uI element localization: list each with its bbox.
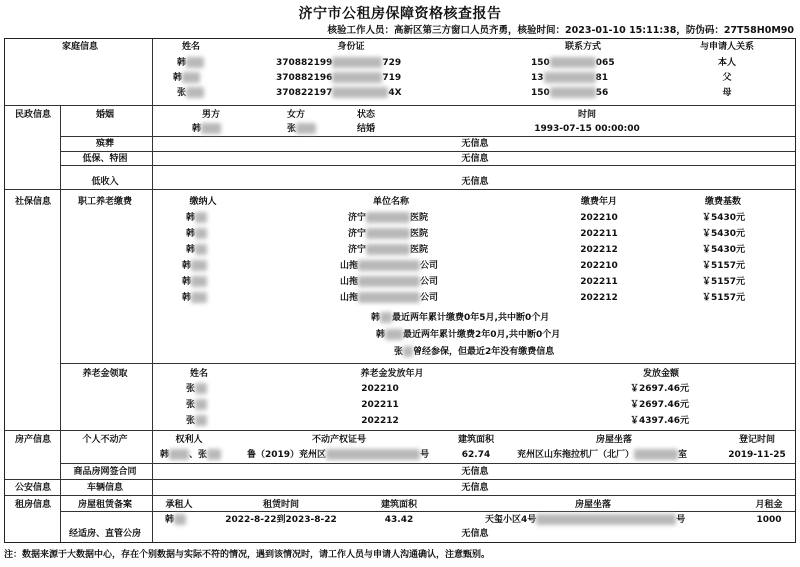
pension-summary: 张 曾经参保，但最近2年没有缴费信息 <box>394 347 555 357</box>
pension-row-base: ￥5430元 <box>701 245 745 255</box>
property-contract-value: 无信息 <box>461 467 489 477</box>
divider <box>5 495 795 496</box>
family-row-name: 韩 <box>177 57 204 69</box>
pension-row-month: 202212 <box>580 245 618 255</box>
property-date: 2019-11-25 <box>728 450 786 460</box>
pension-row-month: 202211 <box>580 277 618 287</box>
pension-row-unit: 山拖 公司 <box>340 277 439 287</box>
lease-col-area: 建筑面积 <box>380 500 418 510</box>
family-row-relation: 本人 <box>717 58 737 68</box>
pension-row-base: ￥5157元 <box>701 277 745 287</box>
pension-col-month: 缴费年月 <box>580 197 618 207</box>
section-police: 公安信息 <box>14 483 52 493</box>
civil-lowincome-value: 无信息 <box>461 177 489 187</box>
property-location: 兖州区山东拖拉机厂（北厂） 室 <box>517 450 688 460</box>
civil-marriage-label: 婚姻 <box>95 110 115 120</box>
pension-row-unit: 山拖 公司 <box>340 261 439 271</box>
property-col-cert: 不动产权证号 <box>311 435 367 445</box>
family-row-phone: 150 065 <box>531 58 615 68</box>
rental-lease-label: 房屋租赁备案 <box>77 500 133 510</box>
property-col-location: 房屋坐落 <box>595 435 633 445</box>
receive-row-month: 202212 <box>361 416 399 426</box>
lease-col-tenant: 承租人 <box>165 500 193 510</box>
family-row-phone: 13 81 <box>531 73 609 83</box>
family-row-name: 韩 <box>173 72 200 84</box>
receive-row-name: 张 <box>186 383 207 395</box>
lease-tenant: 韩 <box>165 514 186 526</box>
section-property: 房产信息 <box>14 435 52 445</box>
family-col-relation: 与申请人关系 <box>699 42 755 52</box>
lease-area: 43.42 <box>384 515 414 525</box>
pension-col-unit: 单位名称 <box>372 197 410 207</box>
marriage-col-woman: 女方 <box>286 110 306 120</box>
pension-row-payer: 韩 <box>182 276 207 288</box>
family-row-relation: 母 <box>722 88 732 98</box>
marriage-col-man: 男方 <box>201 110 221 120</box>
pension-row-unit: 济宁 医院 <box>348 245 429 255</box>
property-owners: 韩 、张 <box>160 449 221 461</box>
divider <box>5 189 795 190</box>
section-family: 家庭信息 <box>61 42 99 52</box>
pension-row-payer: 韩 <box>186 212 207 224</box>
civil-funeral-label: 殡葬 <box>95 139 115 149</box>
family-col-id: 身份证 <box>337 42 365 52</box>
section-rental: 租房信息 <box>14 500 52 510</box>
receive-row-month: 202210 <box>361 384 399 394</box>
property-contract-label: 商品房网签合同 <box>73 467 137 477</box>
pension-row-base: ￥5430元 <box>701 213 745 223</box>
lease-col-rent: 月租金 <box>755 500 783 510</box>
family-row-id: 370882199 729 <box>276 58 402 68</box>
receive-row-amount: ￥4397.46元 <box>630 416 689 426</box>
property-col-owner: 权利人 <box>175 435 203 445</box>
receive-row-name: 张 <box>186 399 207 411</box>
report-table <box>4 38 796 543</box>
marriage-time: 1993-07-15 00:00:00 <box>534 124 640 134</box>
civil-dibao-label: 低保、特困 <box>82 154 128 164</box>
divider <box>5 479 795 480</box>
divider <box>5 430 795 431</box>
property-col-date: 登记时间 <box>738 435 776 445</box>
property-area: 62.74 <box>461 450 491 460</box>
property-cert: 鲁（2019）兖州区 号 <box>247 450 430 460</box>
pension-row-unit: 山拖 公司 <box>340 293 439 303</box>
receive-row-amount: ￥2697.46元 <box>630 400 689 410</box>
receive-col-month: 养老金发放年月 <box>360 369 424 379</box>
pension-row-month: 202210 <box>580 213 618 223</box>
section-social: 社保信息 <box>14 197 52 207</box>
pension-row-unit: 济宁 医院 <box>348 229 429 239</box>
pension-col-base: 缴费基数 <box>704 197 742 207</box>
rental-public-label: 经适房、直管公房 <box>68 529 142 539</box>
civil-funeral-value: 无信息 <box>461 139 489 149</box>
pension-row-base: ￥5157元 <box>701 261 745 271</box>
pension-receive-label: 养老金领取 <box>82 369 128 379</box>
receive-row-month: 202211 <box>361 400 399 410</box>
family-col-phone: 联系方式 <box>564 42 602 52</box>
civil-dibao-value: 无信息 <box>461 154 489 164</box>
civil-lowincome-label: 低收入 <box>91 177 119 187</box>
lease-period: 2022-8-22到2023-8-22 <box>225 515 337 525</box>
pension-row-month: 202210 <box>580 261 618 271</box>
family-row-name: 张 <box>177 87 204 99</box>
pension-row-payer: 韩 <box>182 260 207 272</box>
receive-row-name: 张 <box>186 415 207 427</box>
divider <box>5 105 795 106</box>
lease-col-period: 租赁时间 <box>262 500 300 510</box>
marriage-woman: 张 <box>287 123 316 135</box>
section-civil: 民政信息 <box>14 110 52 120</box>
family-col-name: 姓名 <box>181 42 201 52</box>
family-row-relation: 父 <box>722 73 732 83</box>
pension-row-payer: 韩 <box>186 244 207 256</box>
pension-row-payer: 韩 <box>186 228 207 240</box>
family-row-id: 370822197 4X <box>276 88 402 98</box>
pension-label: 职工养老缴费 <box>77 197 133 207</box>
pension-row-payer: 韩 <box>182 292 207 304</box>
pension-col-payer: 缴纳人 <box>189 197 217 207</box>
marriage-col-time: 时间 <box>577 110 597 120</box>
family-row-phone: 150 56 <box>531 88 609 98</box>
pension-row-month: 202211 <box>580 229 618 239</box>
police-vehicle-value: 无信息 <box>461 483 489 493</box>
lease-location: 天玺小区4号 号 <box>485 515 686 525</box>
property-col-area: 建筑面积 <box>457 435 495 445</box>
receive-row-amount: ￥2697.46元 <box>630 384 689 394</box>
report-meta: 核验工作人员：高新区第三方窗口人员齐勇，核验时间：2023-01-10 15:11:38，防伪码：27T58H0M90 <box>327 25 794 36</box>
lease-col-location: 房屋坐落 <box>574 500 612 510</box>
marriage-col-status: 状态 <box>356 110 376 120</box>
lease-rent: 1000 <box>756 515 782 525</box>
pension-row-month: 202212 <box>580 293 618 303</box>
pension-summary: 韩 最近两年累计缴费2年0月,共中断0个月 <box>376 330 561 340</box>
pension-row-base: ￥5430元 <box>701 229 745 239</box>
receive-col-amount: 发放金额 <box>642 369 680 379</box>
property-personal-label: 个人不动产 <box>82 435 128 445</box>
police-vehicle-label: 车辆信息 <box>86 483 124 493</box>
marriage-status: 结婚 <box>356 124 376 134</box>
pension-row-unit: 济宁 医院 <box>348 213 429 223</box>
pension-summary: 韩 最近两年累计缴费0年5月,共中断0个月 <box>371 313 550 323</box>
rental-public-value: 无信息 <box>461 529 489 539</box>
family-row-id: 370882196 719 <box>276 73 402 83</box>
report-title: 济宁市公租房保障资格核查报告 <box>298 6 502 22</box>
marriage-man: 韩 <box>192 123 221 135</box>
receive-col-name: 姓名 <box>189 369 209 379</box>
footer-note: 注：数据来源于大数据中心，存在个别数据与实际不符的情况，遇到该情况时，请工作人员与申请人沟通确认，注意甄别。 <box>4 550 491 560</box>
pension-row-base: ￥5157元 <box>701 293 745 303</box>
